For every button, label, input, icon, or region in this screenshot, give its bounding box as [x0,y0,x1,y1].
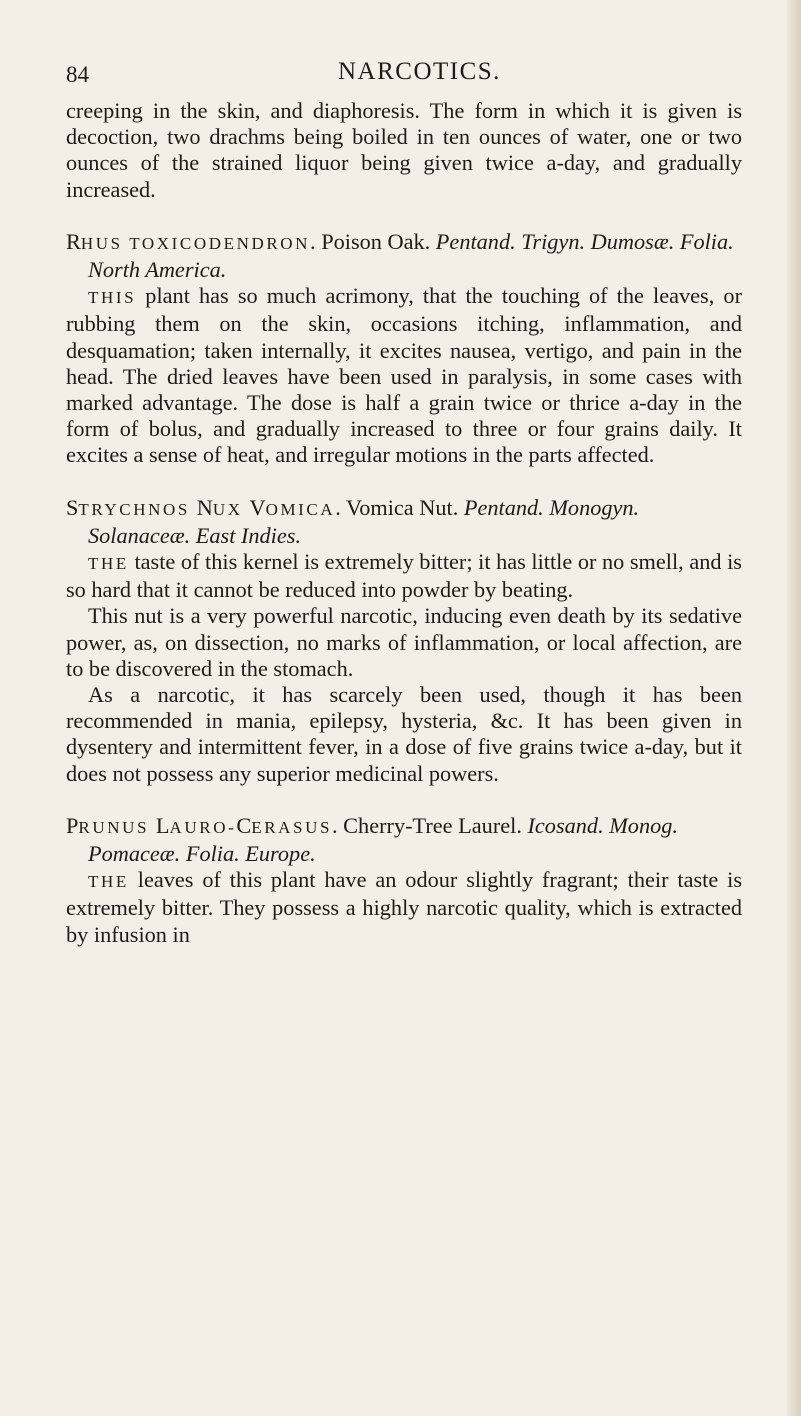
page-edge [787,0,801,1416]
body-text [66,98,742,948]
entry-heading-strychnos: STRYCHNOS NUX VOMICA. Vomica Nut. Pentand. Monogyn. Solanaceæ. East Indies. [66,494,640,548]
paragraph: THE leaves of this plant have an odour slightly fragrant; their taste is extremely bitter. They possess a highly narcotic quality, which is extracted by infusion in [66,867,742,947]
running-title: NARCOTICS. [338,58,501,85]
paragraph-continuation: creeping in the skin, and diaphoresis. The form in which it is given is decoction, two drachms being boiled in ten ounces of water, one or two ounces of the strained liquor being given twice a-day, and gradually increased. [66,98,742,202]
paragraph: THE taste of this kernel is extremely bitter; it has little or no smell, and is so hard that it cannot be reduced into powder by beating. [66,549,742,603]
paragraph: This nut is a very powerful narcotic, inducing even death by its sedative power, as, on dissection, no marks of inflammation, or local affection, are to be discovered in the stomach. [66,603,742,681]
page-number: 84 [66,62,89,87]
paragraph: THIS plant has so much acrimony, that the touching of the leaves, or rubbing them on the skin, occasions itching, inflammation, and desquamation; taken internally, it excites nausea, vertigo, and pain in the head. The dried leaves have been used in paralysis, in some cases with marked advantage. The dose is half a grain twice or thrice a-day in the form of bolus, and gradually increased to three or four grains daily. It excites a sense of heat, and irregular motions in the parts affected. [66,283,742,468]
page-header [66,58,742,90]
entry-heading-rhus: RHUS TOXICODENDRON. Poison Oak. Pentand. Trigyn. Dumosæ. Folia. North America. [66,228,734,283]
entry-heading-prunus: PRUNUS LAURO-CERASUS. Cherry-Tree Laurel. Icosand. Monog. Pomaceæ. Folia. Europe. [66,812,678,867]
paragraph: As a narcotic, it has scarcely been used, though it has been recommended in mania, epilepsy, hysteria, &c. It has been given in dysentery and intermittent fever, in a dose of five grains twice a-day, but it does not possess any superior medicinal powers. [66,682,742,786]
